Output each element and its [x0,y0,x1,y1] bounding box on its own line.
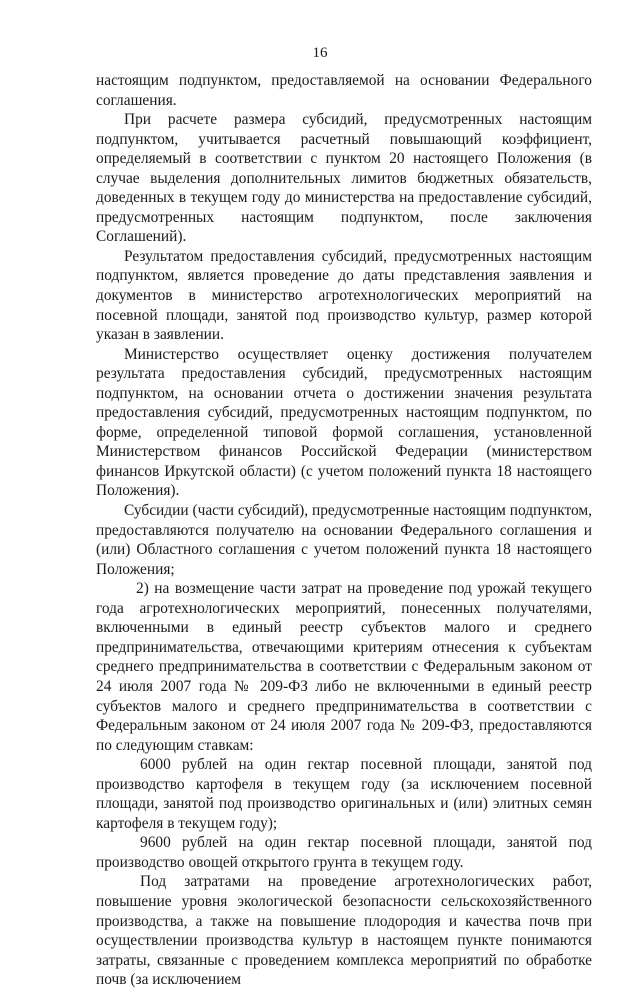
paragraph-5: Субсидии (части субсидий), предусмотренные настоящим подпунктом, предоставляются получателю на основании Федерального соглашения и (или) Областного соглашения с учетом положений пункта 18 настоящего Положения; [96,502,592,578]
paragraph-1: настоящим подпунктом, предоставляемой на основании Федерального соглашения. [96,72,592,109]
paragraph-9: Под затратами на проведение агротехнологических работ, повышение уровня экологической безопасности сельскохозяйственного производства, а также на повышение плодородия и качества почв при осуществлении производства культур в настоящем пункте понимаются затраты, связанные с проведением комплекса мероприятий по обработке почв (за исключением [96,873,592,989]
paragraph-7: 6000 рублей на один гектар посевной площади, занятой под производство картофеля в текущем году (за исключением посевной площади, занятой под производство оригинальных и (или) элитных семян картофеля в текущем году); [96,756,592,832]
paragraph-8: 9600 рублей на один гектар посевной площади, занятой под производство овощей открытого грунта в текущем году. [96,834,592,871]
paragraph-6: 2) на возмещение части затрат на проведение под урожай текущего года агротехнологических мероприятий, понесенных получателями, включенными в единый реестр субъектов малого и среднего предпринимательства, отвечающими критериям отнесения к субъектам среднего предпринимательства в соответствии с Федеральным законом от 24 июля 2007 года № 209-ФЗ либо не включенными в единый реестр субъектов малого и среднего предпринимательства в соответствии с Федеральным законом от 24 июля 2007 года № 209-ФЗ, предоставляются по следующим ставкам: [96,580,592,754]
page-number: 16 [312,45,328,61]
document-body [96,71,592,990]
paragraph-2: При расчете размера субсидий, предусмотренных настоящим подпунктом, учитывается расчетный повышающий коэффициент, определяемый в соответствии с пунктом 20 настоящего Положения (в случае выделения дополнительных лимитов бюджетных обязательств, доведенных в текущем году до министерства на предоставление субсидий, предусмотренных настоящим подпунктом, после заключения Соглашений). [96,111,592,246]
paragraph-3: Результатом предоставления субсидий, предусмотренных настоящим подпунктом, является проведение до даты представления заявления и документов в министерство агротехнологических мероприятий на посевной площади, занятой под производство культур, размер которой указан в заявлении. [96,247,592,344]
paragraph-4: Министерство осуществляет оценку достижения получателем результата предоставления субсидий, предусмотренных настоящим подпунктом, на основании отчета о достижении значения результата предоставления субсидий, предусмотренных настоящим подпунктом, по форме, определенной типовой формой соглашения, установленной Министерством финансов Российской Федерации (министерством финансов Иркутской области) (с учетом положений пункта 18 настоящего Положения). [96,345,592,500]
